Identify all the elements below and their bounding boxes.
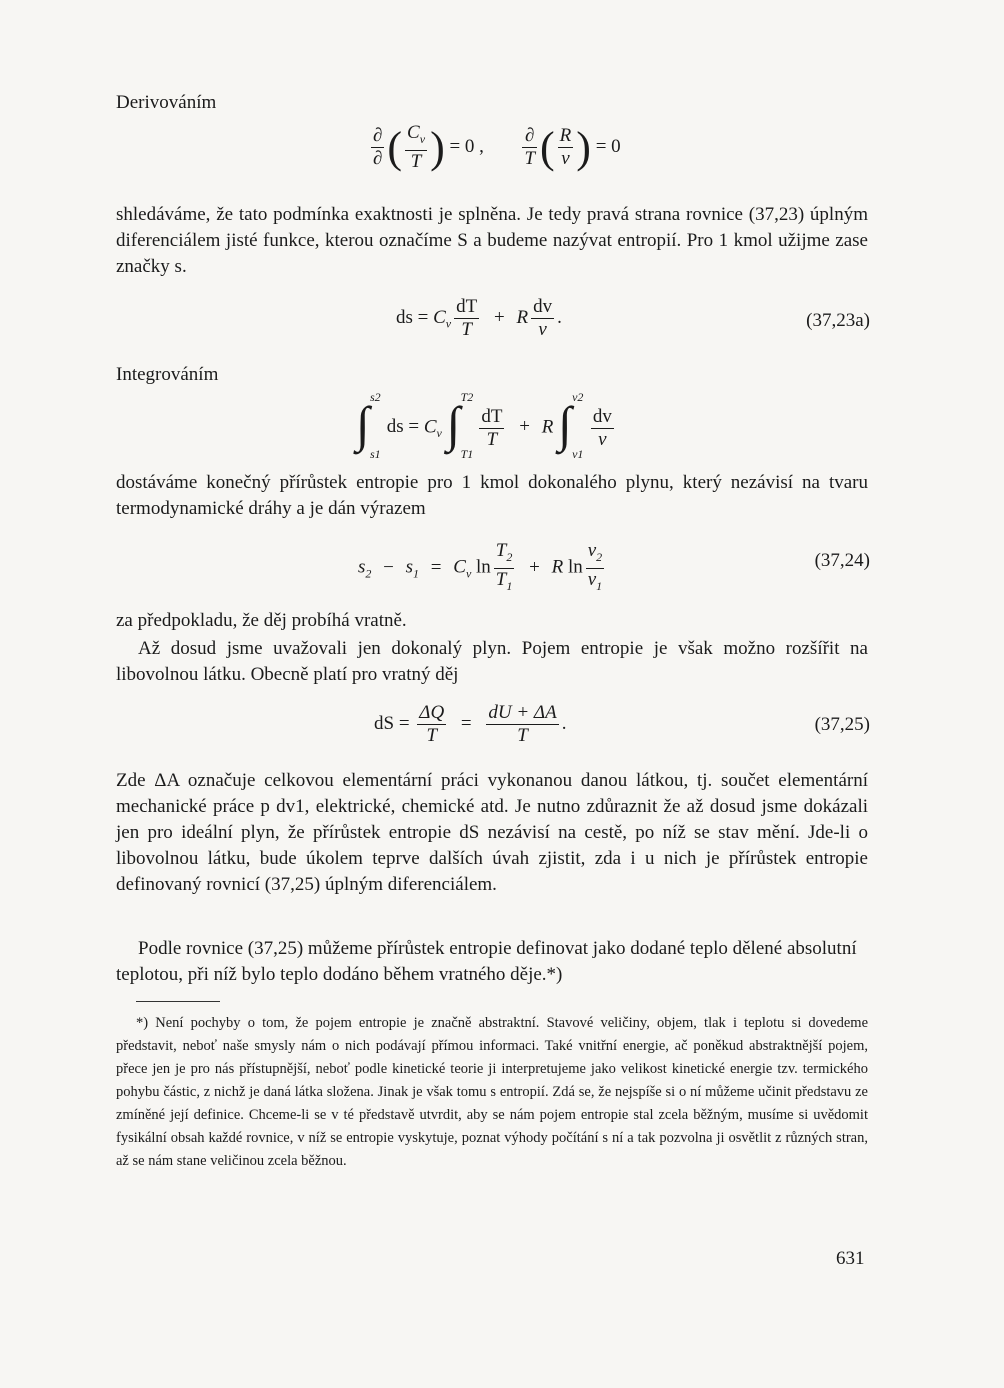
equation-37-25: dS = $\frac{\Delta Q}{T}$ = $\frac{dU + \Delta A}{T}$ . [374, 702, 567, 746]
equation-number-37-23a: (37,23a) [806, 310, 870, 331]
paragraph-reversible: za předpokladu, že děj probíhá vratně. [116, 610, 407, 631]
footnote-text: Není pochyby o tom, že pojem entropie je značně abstraktní. Stavové veličiny, objem, tlak i teplotu si dovedeme představit, neboť naše smysly nám o nich podávají přímou informaci. Také vnitřní energie, ač poněkud abstraktnější pojem, přece jen je pro nás přístupnější, neboť podle kinetické teorie ji interpretujeme jako velikost kinetické energie tzv. termického pohybu částic, z nichž je daná látka složena. Jinak je však tomu s entropií. Zdá se, že nejspíše si o ní můžeme učinit představu ze zmíněné její definice. Chceme-li se v té představě utvrdit, aby se nám pojem entropie stal zcela běžným, musíme si uvědomit fysikální obsah každé rovnice, v níž se entropie vyskytuje, poznat výhody počítání s ní a tak pozvolna ji osvětlit z různých stran, až se nám stane veličinou zcela běžnou. [116, 1015, 868, 1169]
equation-number-37-25: (37,25) [814, 714, 870, 735]
paragraph-exactness: shledáváme, že tato podmínka exaktnosti je splněna. Je tedy pravá strana rovnice (37,23) úplným diferenciálem jisté funkce, kterou označíme S a budeme nazývat entropií. Pro 1 kmol užijme zase značky s. [116, 204, 868, 277]
heading-derivovanim: Derivováním [116, 92, 217, 113]
paragraph-elementary-work: Zde ΔA označuje celkovou elementární práci vykonanou danou látkou, tj. součet elementární mechanické práce p dv1, elektrické, chemické atd. Je nutno zdůraznit že až dosud jsme dokázali jen pro ideální plyn, že přírůstek entropie dS nezávisí na cestě, po níž se stav mění. Jde-li o libovolnou látku, bude úkolem teprve dalších úvah zjistit, zda i u nich je přírůstek entropie definovaný rovnicí (37,25) úplným diferenciálem. [116, 770, 868, 895]
paragraph-entropy-definition: Podle rovnice (37,25) můžeme přírůstek entropie definovat jako dodané teplo dělené absolutní teplotou, při níž bylo teplo dodáno během vratného děje.*) [116, 938, 857, 985]
footnote-mark: *) [136, 1015, 149, 1031]
paragraph-entropy-increment: dostáváme konečný přírůstek entropie pro 1 kmol dokonalého plynu, který nezávisí na tvaru termodynamické dráhy a je dán výrazem [116, 472, 868, 519]
paragraph-general-substance: Až dosud jsme uvažovali jen dokonalý plyn. Pojem entropie je však možno rozšířit na libovolnou látku. Obecně platí pro vratný děj [116, 638, 868, 685]
footnote [116, 1012, 868, 1173]
page-number: 631 [836, 1248, 865, 1269]
equation-exactness-conditions: $\frac{\partial}{\partial}$ ( $\frac{C_v}{T}$ ) = 0 , $\frac{\partial}{T}$ ( $\frac{R}{v}$ ) = 0 [373, 122, 621, 172]
heading-integrovanim: Integrováním [116, 364, 219, 385]
equation-37-23a: ds = $C_v$ $\frac{dT}{T}$ + R $\frac{dv}{v}$ . [396, 296, 562, 340]
footnote-separator [136, 1001, 220, 1002]
equation-integral: ∫ s2 s1 ds = $C_v$ ∫ T2 T1 $\frac{dT}{T}$ + R ∫ v2 v1 $\frac{dv}{v}$ [356, 390, 612, 461]
equation-37-24: $s_2 - s_1 = C_v$ ln $\frac{T_2}{T_1}$ + R ln $\frac{v_2}{v_1}$ [358, 540, 603, 593]
equation-number-37-24: (37,24) [814, 550, 870, 571]
